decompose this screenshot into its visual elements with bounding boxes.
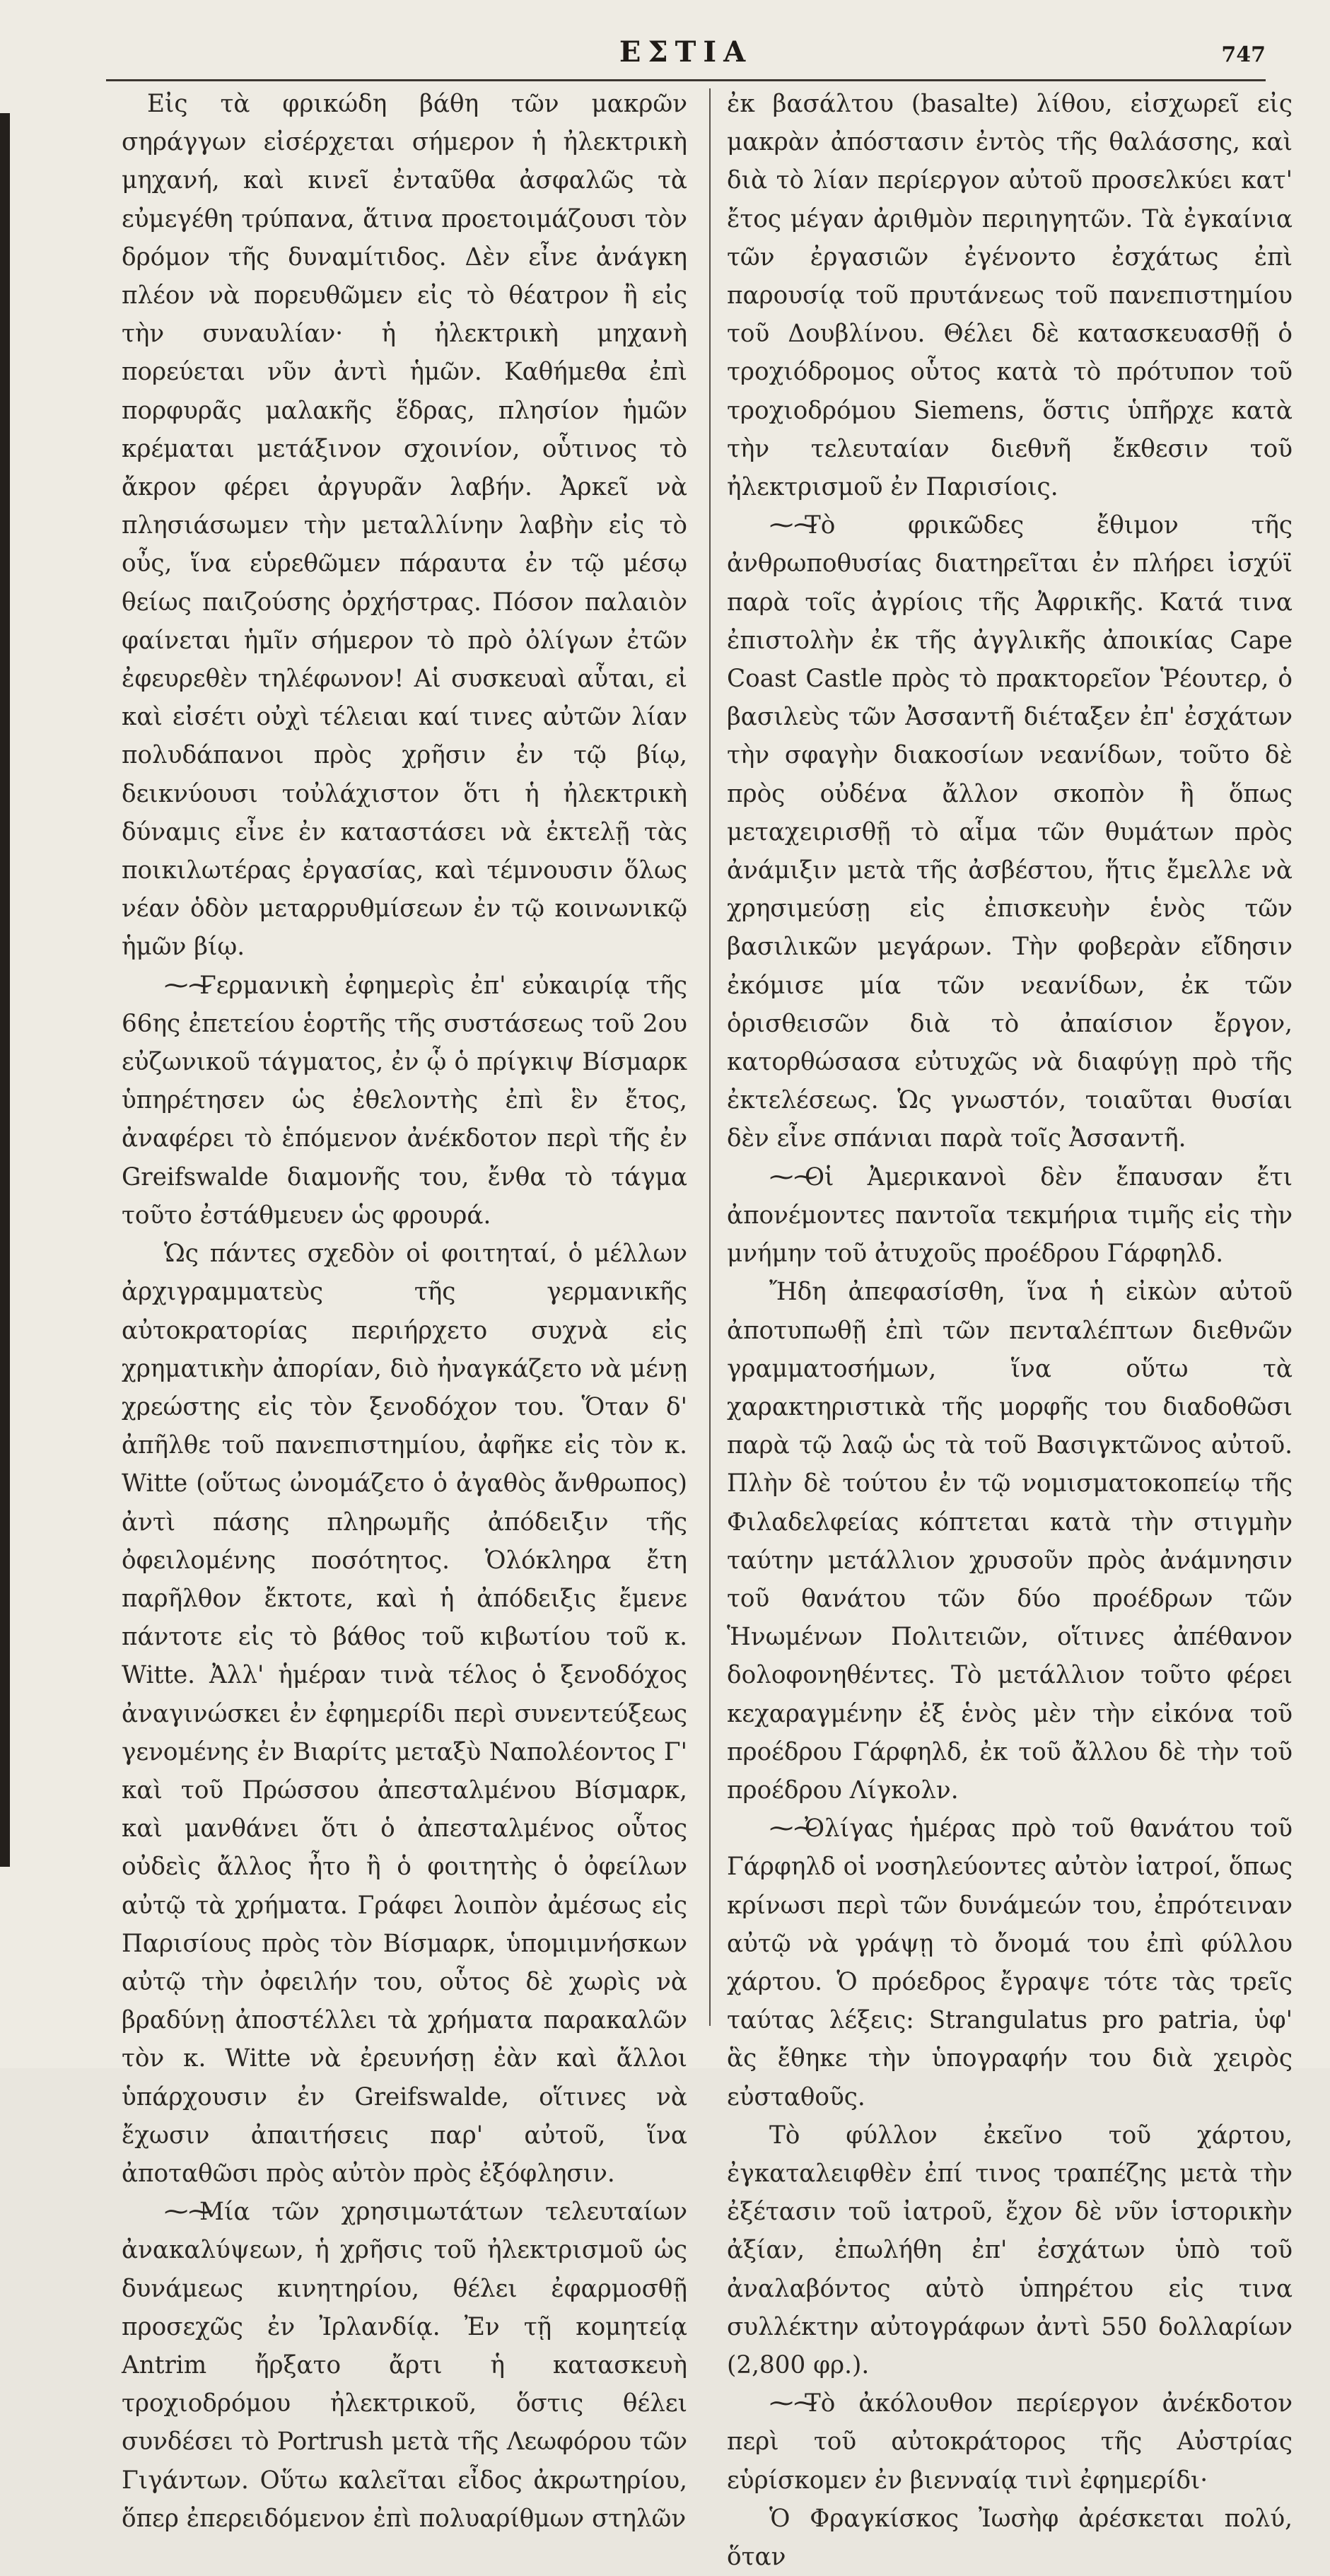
paragraph-garfield-stamps: Ἤδη ἀπεφασίσθη, ἵνα ἡ εἰκὼν αὐτοῦ ἀποτυπωθῇ ἐπὶ τῶν πενταλέπτων διεθνῶν γραμματοσήμων, ἵνα οὕτω τὰ χαρακτηριστικὰ τῆς μορφῆς του διαδοθῶσι παρὰ τῷ λαῷ ὡς τὰ τοῦ Βασιγκτῶνος αὐτοῦ. Πλὴν δὲ τούτου ἐν τῷ νομισματοκοπείῳ τῆς Φιλαδελφείας κόπτεται κατὰ τὴν στιγμὴν ταύτην μετάλλιον χρυσοῦν πρὸς ἀνάμνησιν τοῦ θανάτου τῶν δύο προέδρων τῶν Ἡνωμένων Πολιτειῶν, οἵτινες ἀπέθανον δολοφονηθέντες. Τὸ μετάλλιον τοῦτο φέρει κεχαραγμένην ἐξ ἑνὸς μὲν τὴν εἰκόνα τοῦ προέδρου Γάρφηλδ, ἐκ τοῦ ἄλλου δὲ τὴν τοῦ προέδρου Λίγκολν. — [727, 1278, 1293, 1805]
section-flourish-icon: ⁓⁓ — [769, 2389, 818, 2418]
paragraph-electric-machine: Εἰς τὰ φρικώδη βάθη τῶν μακρῶν σηράγγων εἰσέρχεται σήμερον ἡ ἠλεκτρικὴ μηχανή, καὶ κινεῖ ἐνταῦθα ἀσφαλῶς τὰ εὐμεγέθη τρύπανα, ἅτινα προετοιμάζουσι τὸν δρόμον τῆς δυναμίτιδος. Δὲν εἶνε ἀνάγκη πλέον νὰ πορευθῶμεν εἰς τὸ θέατρον ἢ εἰς τὴν συναυλίαν· ἡ ἠλεκτρικὴ μηχανὴ πορεύεται νῦν ἀντὶ ἡμῶν. Καθήμεθα ἐπὶ πορφυρᾶς μαλακῆς ἕδρας, πλησίον ἡμῶν κρέμαται μετάξινον σχοινίον, οὗτινος τὸ ἄκρον φέρει ἀργυρᾶν λαβήν. Ἀρκεῖ νὰ πλησιάσωμεν τὴν μεταλλίνην λαβὴν εἰς τὸ οὖς, ἵνα εὑρεθῶμεν πάραυτα ἐν τῷ μέσῳ θείως παιζούσης ὀρχήστρας. Πόσον παλαιὸν φαίνεται ἡμῖν σήμερον τὸ πρὸ ὀλίγων ἐτῶν ἐφευρεθὲν τηλέφωνον! Αἱ συσκευαὶ αὗται, εἰ καὶ εἰσέτι οὐχὶ τέλειαι καί τινες αὐτῶν λίαν πολυδάπανοι πρὸς χρῆσιν ἐν τῷ βίῳ, δεικνύουσι τοὐλάχιστον ὅτι ἡ ἠλεκτρικὴ δύναμις εἶνε ἐν καταστάσει νὰ ἐκτελῇ τὰς ποικιλωτέρας ἐργασίας, καὶ τέμνουσιν ὅλως νέαν ὁδὸν μεταρρυθμίσεων ἐν τῷ κοινωνικῷ ἡμῶν βίῳ. — [122, 90, 687, 962]
header-rule — [106, 79, 1266, 81]
section-flourish-icon: ⁓⁓ — [164, 971, 213, 1000]
paragraph-text: Τὸ φρικῶδες ἔθιμον τῆς ἀνθρωποθυσίας διατηρεῖται ἐν πλήρει ἰσχύϊ παρὰ τοῖς ἀγρίοις τῆς Ἀφρικῆς. Κατά τινα ἐπιστολὴν ἐκ τῆς ἀγγλικῆς ἀποικίας Cape Coast Castle πρὸς τὸ πρακτορεῖον Ῥέουτερ, ὁ βασιλεὺς τῶν Ἀσσαντῆ διέταξεν ἐπ' ἐσχάτων τὴν σφαγὴν διακοσίων νεανίδων, τοῦτο δὲ πρὸς οὐδένα ἄλλον σκοπὸν ἢ ὅπως μεταχειρισθῇ τὸ αἷμα τῶν θυμάτων πρὸς ἀνάμιξιν μετὰ τῆς ἀσβέστου, ἥτις ἔμελλε νὰ χρησιμεύσῃ εἰς ἐπισκευὴν ἑνὸς τῶν βασιλικῶν μεγάρων. Τὴν φοβερὰν εἴδησιν ἐκόμισε μία τῶν νεανίδων, ἐκ τῶν ὁρισθεισῶν διὰ τὸ ἀπαίσιον ἔργον, κατορθώσασα εὐτυχῶς νὰ διαφύγῃ πρὸ τῆς ἐκτελέσεως. Ὡς γνωστόν, τοιαῦται θυσίαι δὲν εἶνε σπάνιαι παρὰ τοῖς Ἀσσαντῆ. — [727, 511, 1293, 1153]
paragraph-franz-joseph: Ὁ Φραγκίσκος Ἰωσὴφ ἀρέσκεται πολύ, ὅταν — [727, 2504, 1293, 2571]
paragraph-bismarck-story: Ὡς πάντες σχεδὸν οἱ φοιτηταί, ὁ μέλλων ἀρχιγραμματεὺς τῆς γερμανικῆς αὐτοκρατορίας περιήρχετο συχνὰ εἰς χρηματικὴν ἀπορίαν, διὸ ἠναγκάζετο νὰ μένῃ χρεώστης εἰς τὸν ξενοδόχον του. Ὅταν δ' ἀπῆλθε τοῦ πανεπιστημίου, ἀφῆκε εἰς τὸν κ. Witte (οὕτως ὠνομάζετο ὁ ἀγαθὸς ἄνθρωπος) ἀντὶ πάσης πληρωμῆς ἀπόδειξιν τῆς ὀφειλομένης ποσότητος. Ὁλόκληρα ἔτη παρῆλθον ἔκτοτε, καὶ ἡ ἀπόδειξις ἔμενε πάντοτε εἰς τὸ βάθος τοῦ κιβωτίου τοῦ κ. Witte. Ἀλλ' ἡμέραν τινὰ τέλος ὁ ξενοδόχος ἀναγινώσκει ἐν ἐφημερίδι περὶ συνεντεύξεως γενομένης ἐν Βιαρίτς μεταξὺ Ναπολέοντος Γ' καὶ τοῦ Πρώσσου ἀπεσταλμένου Βίσμαρκ, καὶ μανθάνει ὅτι ὁ ἀπεσταλμένος οὗτος οὐδεὶς ἄλλος ἦτο ἢ ὁ φοιτητὴς ὁ ὀφείλων αὐτῷ τὰ χρήματα. Γράφει λοιπὸν ἀμέσως εἰς Παρισίους πρὸς τὸν Βίσμαρκ, ὑπομιμνήσκων αὐτῷ τὴν ὀφειλήν του, οὗτος δὲ χωρὶς νὰ βραδύνῃ ἀποστέλλει τὰ χρήματα παρακαλῶν τὸν κ. Witte νὰ ἐρευνήσῃ ἐὰν καὶ ἄλλοι ὑπάρχουσιν ἐν Greifswalde, οἵτινες νὰ ἔχωσιν ἀπαιτήσεις παρ' αὐτοῦ, ἵνα ἀποταθῶσι πρὸς αὐτὸν πρὸς ἐξόφλησιν. — [122, 1240, 687, 2188]
section-flourish-icon: ⁓⁓ — [769, 1162, 818, 1191]
section-flourish-icon: ⁓⁓ — [769, 1814, 818, 1843]
paragraph-garfield-honors — [727, 1158, 1293, 1274]
paragraph-text: Μία τῶν χρησιμωτάτων τελευταίων ἀνακαλύψεων, ἡ χρῆσις τοῦ ἠλεκτρισμοῦ ὡς δυνάμεως κινητηρίου, θέλει ἐφαρμοσθῇ προσεχῶς ἐν Ἰρλανδίᾳ. Ἐν τῇ κομητείᾳ Antrim ἤρξατο ἄρτι ἡ κατασκευὴ τροχιοδρόμου ἠλεκτρικοῦ, ὅστις θέλει συνδέσει τὸ Portrush μετὰ τῆς Λεωφόρου τῶν Γιγάντων. Οὕτω καλεῖται εἶδος ἀκρωτηρίου, ὅπερ ἐπερειδόμενον ἐπὶ πολυαρίθμων στηλῶν — [122, 2198, 687, 2533]
paragraph-text: Τὸ ἀκόλουθον περίεργον ἀνέκδοτον περὶ τοῦ αὐτοκράτορος τῆς Αὐστρίας εὑρίσκομεν ἐν βιενναίᾳ τινὶ ἐφημερίδι· — [727, 2389, 1293, 2495]
paragraph-electric-tramway — [122, 2193, 687, 2538]
paragraph-text: Ὀλίγας ἡμέρας πρὸ τοῦ θανάτου τοῦ Γάρφηλδ οἱ νοσηλεύοντες αὐτὸν ἰατροί, ὅπως κρίνωσι περὶ τῶν δυνάμεών του, ἐπρότειναν αὐτῷ νὰ γράψῃ τὸ ὄνομά του ἐπὶ φύλλου χάρτου. Ὁ πρόεδρος ἔγραψε τότε τὰς τρεῖς ταύτας λέξεις: Strangulatus pro patria, ὑφ' ἃς ἔθηκε τὴν ὑπογραφήν του διὰ χειρὸς εὐσταθοῦς. — [727, 1814, 1293, 2111]
paragraph-bismarck-intro — [122, 967, 687, 1235]
page-header — [106, 28, 1266, 78]
paragraph-text: Οἱ Ἀμερικανοὶ δὲν ἔπαυσαν ἔτι ἀπονέμοντες παντοῖα τεκμήρια τιμῆς εἰς τὴν μνήμην τοῦ ἀτυχοῦς προέδρου Γάρφηλδ. — [727, 1162, 1293, 1269]
running-title: ΕΣΤΙΑ — [619, 35, 753, 69]
text-column-right — [727, 85, 1293, 2571]
paragraph-human-sacrifice — [727, 506, 1293, 1158]
page-number: 747 — [1221, 42, 1266, 67]
column-divider — [709, 88, 711, 2026]
paragraph-basalt-continuation: ἐκ βασάλτου (basalte) λίθου, εἰσχωρεῖ εἰς μακρὰν ἀπόστασιν ἐντὸς τῆς θαλάσσης, καὶ διὰ τὸ λίαν περίεργον αὐτοῦ προσελκύει κατ' ἔτος μέγαν ἀριθμὸν περιηγητῶν. Τὰ ἐγκαίνια τῶν ἐργασιῶν ἐγένοντο ἐσχάτως ἐπὶ παρουσίᾳ τοῦ πρυτάνεως τοῦ πανεπιστημίου τοῦ Δουβλίνου. Θέλει δὲ κατασκευασθῇ ὁ τροχιόδρομος οὗτος κατὰ τὸ πρότυπον τοῦ τροχιοδρόμου Siemens, ὅστις ὑπῆρχε κατὰ τὴν τελευταίαν διεθνῆ ἔκθεσιν τοῦ ἠλεκτρισμοῦ ἐν Παρισίοις. — [727, 90, 1293, 502]
paragraph-emperor-anecdote — [727, 2384, 1293, 2500]
text-column-left — [122, 85, 687, 2533]
binding-edge-shadow — [0, 113, 10, 1867]
section-flourish-icon: ⁓⁓ — [164, 2198, 213, 2227]
section-flourish-icon: ⁓⁓ — [769, 511, 818, 540]
paragraph-autograph-sale: Τὸ φύλλον ἐκεῖνο τοῦ χάρτου, ἐγκαταλειφθὲν ἐπί τινος τραπέζης μετὰ τὴν ἐξέτασιν τοῦ ἰατροῦ, ἔχον δὲ νῦν ἱστορικὴν ἀξίαν, ἐπωλήθη ἐπ' ἐσχάτων ὑπὸ τοῦ ἀναλαβόντος αὐτὸ ὑπηρέτου εἰς τινα συλλέκτην αὐτογράφων ἀντὶ 550 δολλαρίων (2,800 φρ.). — [727, 2121, 1293, 2379]
paragraph-text: Γερμανικὴ ἐφημερὶς ἐπ' εὐκαιρίᾳ τῆς 66ης ἐπετείου ἑορτῆς τῆς συστάσεως τοῦ 2ου εὐζωνικοῦ τάγματος, ἐν ᾧ ὁ πρίγκιψ Βίσμαρκ ὑπηρέτησεν ὡς ἐθελοντὴς ἐπὶ ἓν ἔτος, ἀναφέρει τὸ ἑπόμενον ἀνέκδοτον περὶ τῆς ἐν Greifswalde διαμονῆς του, ἔνθα τὸ τάγμα τοῦτο ἐστάθμευεν ὡς φρουρά. — [122, 971, 687, 1230]
paragraph-garfield-signature — [727, 1809, 1293, 2116]
